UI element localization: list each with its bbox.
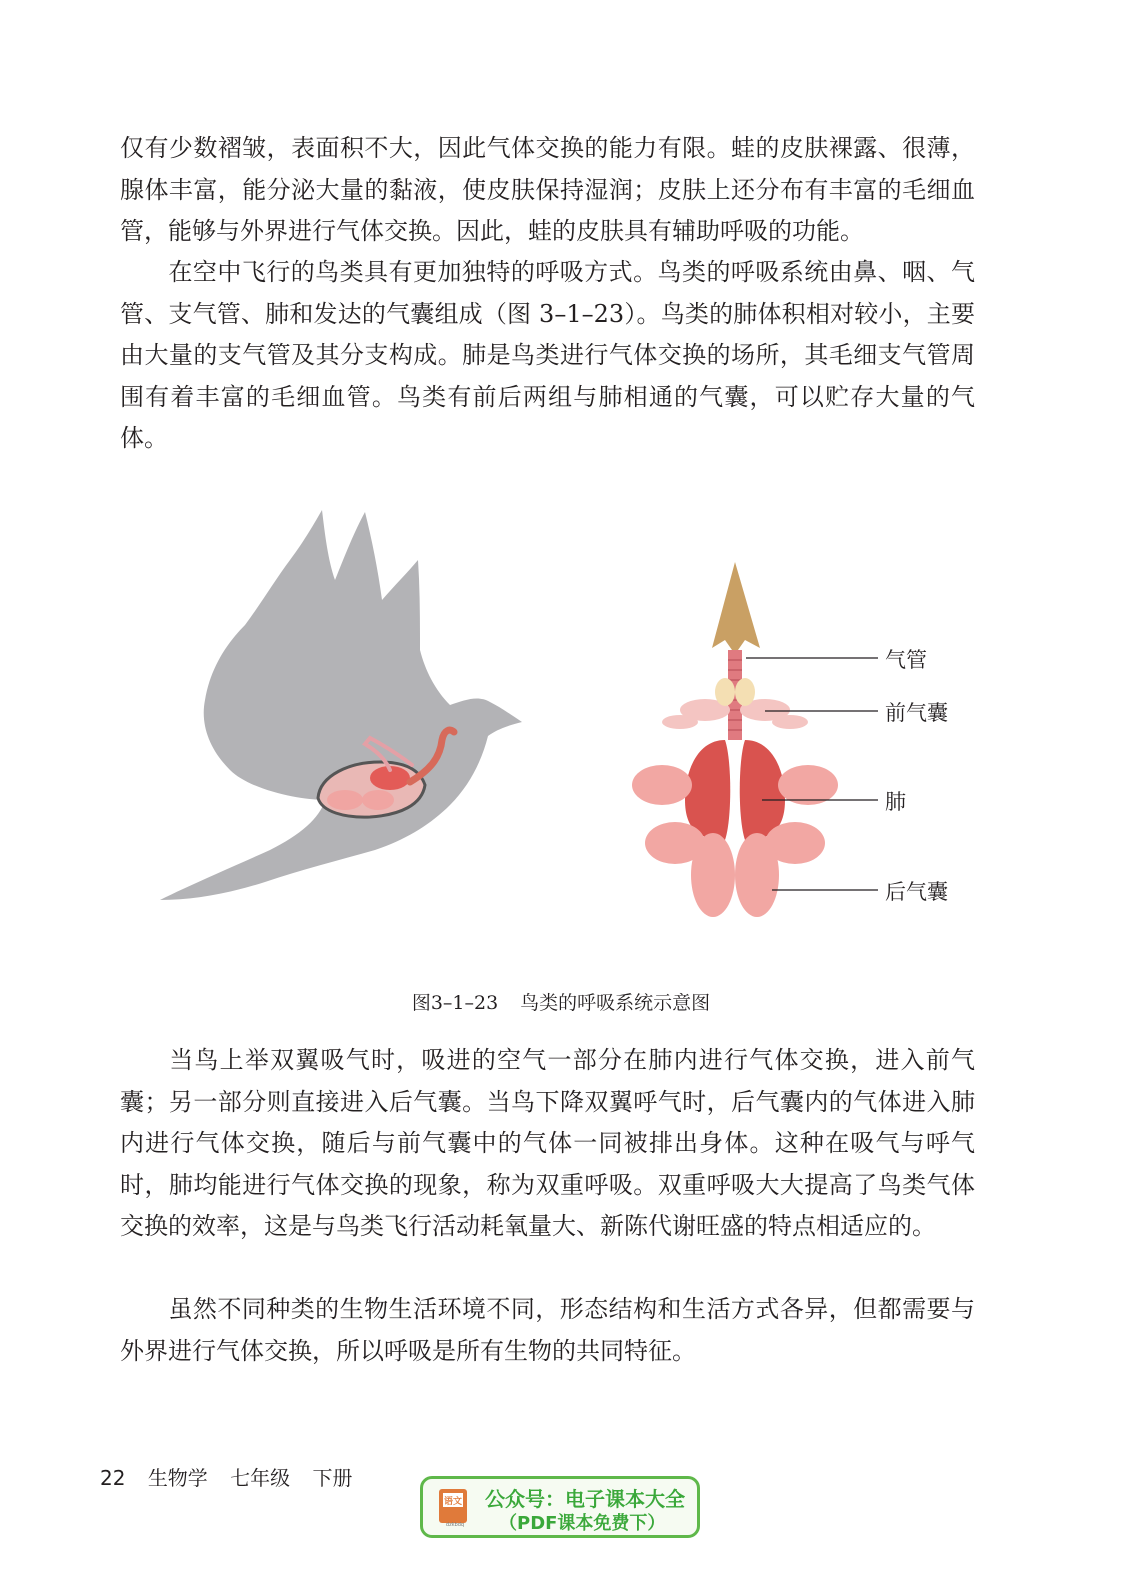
label-posterior-air-sac: 后气囊	[885, 880, 948, 904]
page-footer	[100, 1462, 369, 1491]
figure-illustration	[150, 500, 980, 940]
caption-number: 图3–1–23	[411, 992, 499, 1014]
figure-caption	[0, 988, 1122, 1015]
book-logo-icon	[435, 1487, 475, 1527]
book-title: 生物学	[147, 1466, 208, 1490]
paragraph-text: 虽然不同种类的生物生活环境不同，形态结构和生活方式各异，但都需要与外界进行气体交换，所以呼吸是所有生物的共同特征。	[120, 1295, 975, 1365]
label-trachea: 气管	[885, 648, 927, 672]
paragraph-text: 在空中飞行的鸟类具有更加独特的呼吸方式。鸟类的呼吸系统由鼻、咽、气管、支气管、肺和发达的气囊组成（图 3–1–23）。鸟类的肺体积相对较小，主要由大量的支气管及其分支构成。肺是鸟类进行气体交换的场所，其毛细支气管周围有着丰富的毛细血管。鸟类有前后两组与肺相通的气囊，可以贮存大量的气体。	[120, 258, 975, 452]
watermark-line2: （PDF课本免费下）	[499, 1513, 666, 1534]
logo-text: 语文	[443, 1497, 463, 1507]
caption-text: 鸟类的呼吸系统示意图	[520, 992, 711, 1014]
paragraph-bird-respiratory-system	[120, 252, 975, 460]
watermark-line1: 公众号：电子课本大全	[485, 1487, 685, 1511]
paragraph-conclusion	[120, 1289, 975, 1372]
volume-label: 下册	[312, 1466, 353, 1490]
bird-silhouette	[160, 510, 522, 900]
paragraph-double-respiration	[120, 1040, 975, 1248]
logo-subtext: dzkbdq	[445, 1522, 465, 1527]
respiratory-system-diagram	[632, 562, 878, 917]
label-lung: 肺	[885, 790, 906, 814]
paragraph-text: 当鸟上举双翼吸气时，吸进的空气一部分在肺内进行气体交换，进入前气囊；另一部分则直接进入后气囊。当鸟下降双翼呼气时，后气囊内的气体进入肺内进行气体交换，随后与前气囊中的气体一同被排出身体。这种在吸气与呼气时，肺均能进行气体交换的现象，称为双重呼吸。双重呼吸大大提高了鸟类气体交换的效率，这是与鸟类飞行活动耗氧量大、新陈代谢旺盛的特点相适应的。	[120, 1046, 975, 1240]
paragraph-frog-skin: 仅有少数褶皱，表面积不大，因此气体交换的能力有限。蛙的皮肤裸露、很薄，腺体丰富，能分泌大量的黏液，使皮肤保持湿润；皮肤上还分布有丰富的毛细血管，能够与外界进行气体交换。因此，蛙的皮肤具有辅助呼吸的功能。	[120, 134, 975, 245]
label-anterior-air-sac: 前气囊	[885, 701, 948, 725]
bird-respiratory-figure	[150, 500, 980, 940]
page-number: 22	[100, 1466, 126, 1490]
grade-label: 七年级	[230, 1466, 291, 1490]
watermark-badge	[420, 1476, 700, 1538]
